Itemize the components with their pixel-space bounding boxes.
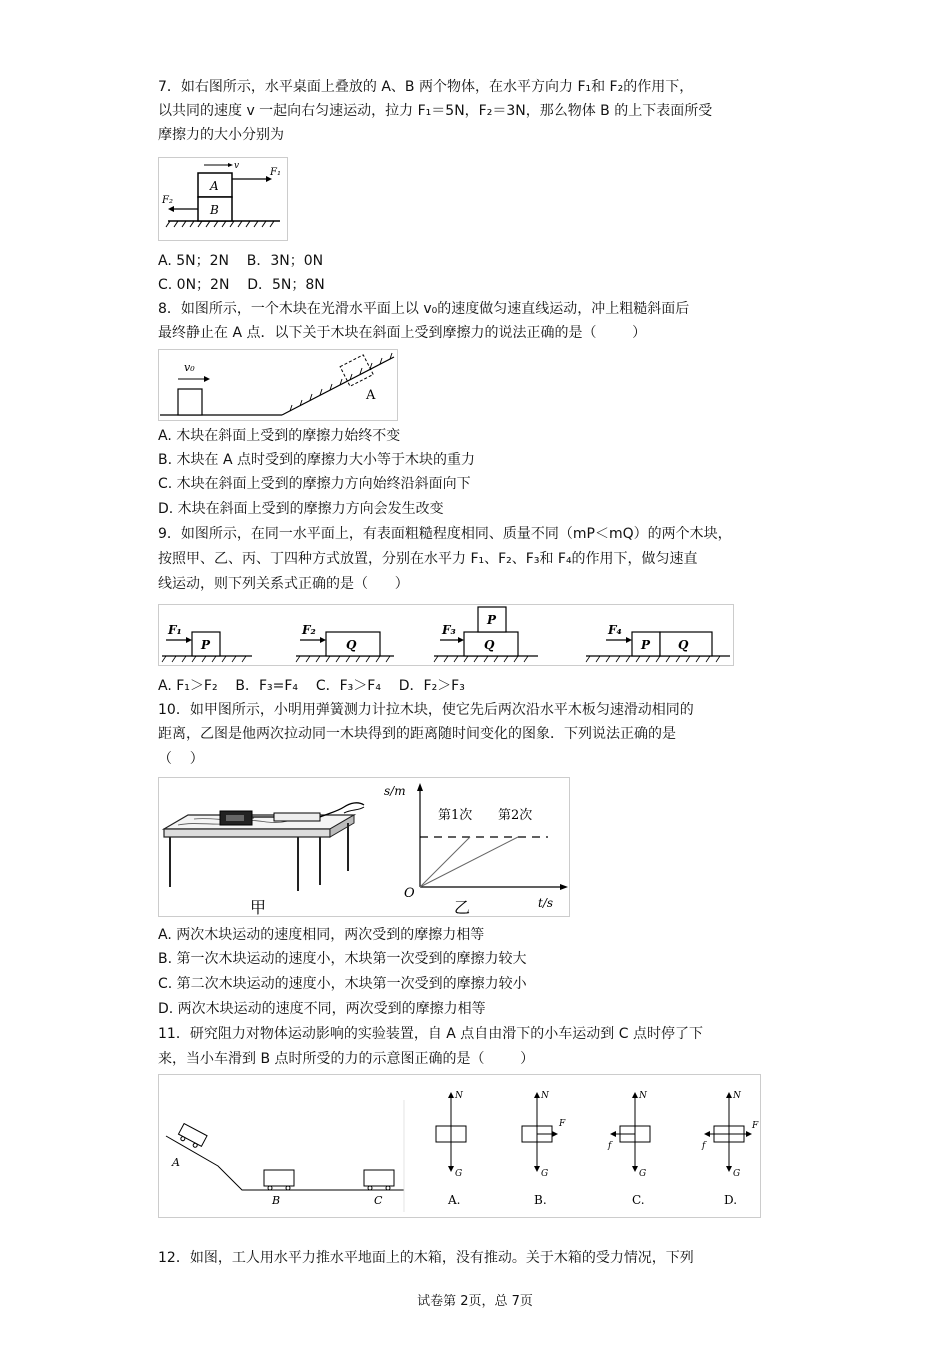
q10-line-3: （ ） <box>158 751 204 767</box>
q10-label-jia: 甲 <box>250 898 267 917</box>
q11-c-f: f <box>608 1141 612 1151</box>
q9-label-f2: F₂ <box>302 623 316 637</box>
q9-label-p4: P <box>641 638 651 652</box>
q10-st-graph <box>417 783 568 890</box>
q12-line-1: 12．如图，工人用水平力推水平地面上的木箱，没有推动。关于木箱的受力情况，下列 <box>158 1250 694 1266</box>
q11-option-b: B. <box>534 1193 547 1207</box>
q9-label-f3: F₃ <box>442 623 456 637</box>
q9-label-q4: Q <box>678 638 689 652</box>
q8-option-a: A. 木块在斜面上受到的摩擦力始终不变 <box>158 428 401 444</box>
q9-label-f4: F₄ <box>608 623 622 637</box>
q11-line-2: 来，当小车滑到 B 点时所受的力的示意图正确的是（ ） <box>158 1051 535 1067</box>
q10-label-ts: t/s <box>538 896 554 910</box>
q11-diagram-d <box>701 1091 759 1207</box>
q10-table-drawing <box>164 803 364 891</box>
q9-figure <box>158 604 734 666</box>
q11-label-c: C <box>374 1194 383 1207</box>
q10-line-1: 10．如甲图所示，小明用弹簧测力计拉木块，使它先后两次沿水平木板匀速滑动相同的 <box>158 702 694 718</box>
q8-line-2: 最终静止在 A 点．以下关于木块在斜面上受到摩擦力的说法正确的是（ ） <box>158 325 647 341</box>
q11-d-n: N <box>733 1091 741 1101</box>
q11-diagram-a <box>436 1091 466 1207</box>
q11-b-f: F <box>559 1119 566 1129</box>
q9-label-p1: P <box>201 638 211 652</box>
q9-label-q2: Q <box>346 638 357 652</box>
q7-label-v: v <box>234 161 240 171</box>
q8-option-d: D. 木块在斜面上受到的摩擦力方向会发生改变 <box>158 501 444 517</box>
q7-line-3: 摩擦力的大小分别为 <box>158 127 284 143</box>
q9-line-1: 9．如图所示，在同一水平面上，有表面粗糙程度相同、质量不同（mP＜mQ）的两个木块， <box>158 526 732 542</box>
q7-label-f2: F₂ <box>162 195 173 206</box>
q10-option-c: C. 第二次木块运动的速度小，木块第一次受到的摩擦力较小 <box>158 976 527 992</box>
page-footer: 试卷第 2页，总 7页 <box>417 1294 533 1309</box>
q9-line-3: 线运动，则下列关系式正确的是（ ） <box>158 576 409 592</box>
q11-label-a: A <box>172 1156 180 1169</box>
q10-option-d: D. 两次木块运动的速度不同，两次受到的摩擦力相等 <box>158 1001 486 1017</box>
q10-option-b: B. 第一次木块运动的速度小，木块第一次受到的摩擦力较大 <box>158 951 527 967</box>
q10-figure <box>158 777 570 917</box>
q8-label-v0: v₀ <box>184 361 195 374</box>
q11-b-n: N <box>541 1091 549 1101</box>
q10-label-first: 第1次 <box>438 808 473 823</box>
q7-option-ab: A. 5N；2N B．3N；0N <box>158 253 324 269</box>
q8-line-1: 8．如图所示，一个木块在光滑水平面上以 v₀的速度做匀速直线运动，冲上粗糙斜面后 <box>158 301 690 317</box>
q10-line-2: 距离，乙图是他两次拉动同一木块得到的距离随时间变化的图象．下列说法正确的是 <box>158 726 676 742</box>
q8-option-c: C. 木块在斜面上受到的摩擦力方向始终沿斜面向下 <box>158 476 471 492</box>
q11-c-n: N <box>639 1091 647 1101</box>
q7-line-2: 以共同的速度 v 一起向右匀速运动，拉力 F₁＝5N，F₂＝3N，那么物体 B 的上下表面所受 <box>158 103 713 119</box>
q10-label-yi: 乙 <box>454 898 471 917</box>
q11-option-c: C. <box>632 1193 645 1207</box>
q10-label-second: 第2次 <box>498 808 533 823</box>
q11-line-1: 11．研究阻力对物体运动影响的实验装置，自 A 点自由滑下的小车运动到 C 点时停了下 <box>158 1026 703 1042</box>
q9-line-2: 按照甲、乙、丙、丁四种方式放置，分别在水平力 F₁、F₂、F₃和 F₄的作用下，做匀速直 <box>158 551 698 567</box>
q7-label-f1: F₁ <box>270 167 281 178</box>
q7-label-a: A <box>210 179 219 193</box>
q8-option-b: B. 木块在 A 点时受到的摩擦力大小等于木块的重力 <box>158 452 475 468</box>
q7-figure <box>158 157 288 241</box>
q7-line-1: 7．如右图所示，水平桌面上叠放的 A、B 两个物体，在水平方向力 F₁和 F₂的作用下， <box>158 79 694 95</box>
q11-d-f-right: F <box>752 1121 759 1131</box>
q9-options: A. F₁＞F₂ B．F₃=F₄ C．F₃＞F₄ D．F₂＞F₃ <box>158 678 465 694</box>
q11-b-g: G <box>541 1169 549 1179</box>
q9-label-f1: F₁ <box>168 623 182 637</box>
q7-label-b: B <box>210 203 219 217</box>
q11-a-n: N <box>455 1091 463 1101</box>
q10-label-sm: s/m <box>384 784 406 798</box>
q11-option-a: A. <box>448 1193 461 1207</box>
q7-option-cd: C. 0N；2N D．5N；8N <box>158 277 325 293</box>
q11-diagram-c <box>607 1091 650 1207</box>
q11-d-g: G <box>733 1169 741 1179</box>
q11-label-b: B <box>272 1194 281 1207</box>
q11-option-d: D. <box>724 1193 738 1207</box>
q9-label-p3: P <box>487 613 497 627</box>
q11-a-g: G <box>455 1169 463 1179</box>
q11-c-g: G <box>639 1169 647 1179</box>
q11-figure <box>158 1074 761 1218</box>
q11-diagram-b <box>522 1091 566 1207</box>
q10-label-origin: O <box>404 886 415 901</box>
q8-figure <box>158 349 398 421</box>
q8-label-a: A <box>366 388 376 403</box>
q11-d-f-left: f <box>702 1141 706 1151</box>
q10-option-a: A. 两次木块运动的速度相同，两次受到的摩擦力相等 <box>158 927 485 943</box>
q9-label-q3: Q <box>484 638 495 652</box>
